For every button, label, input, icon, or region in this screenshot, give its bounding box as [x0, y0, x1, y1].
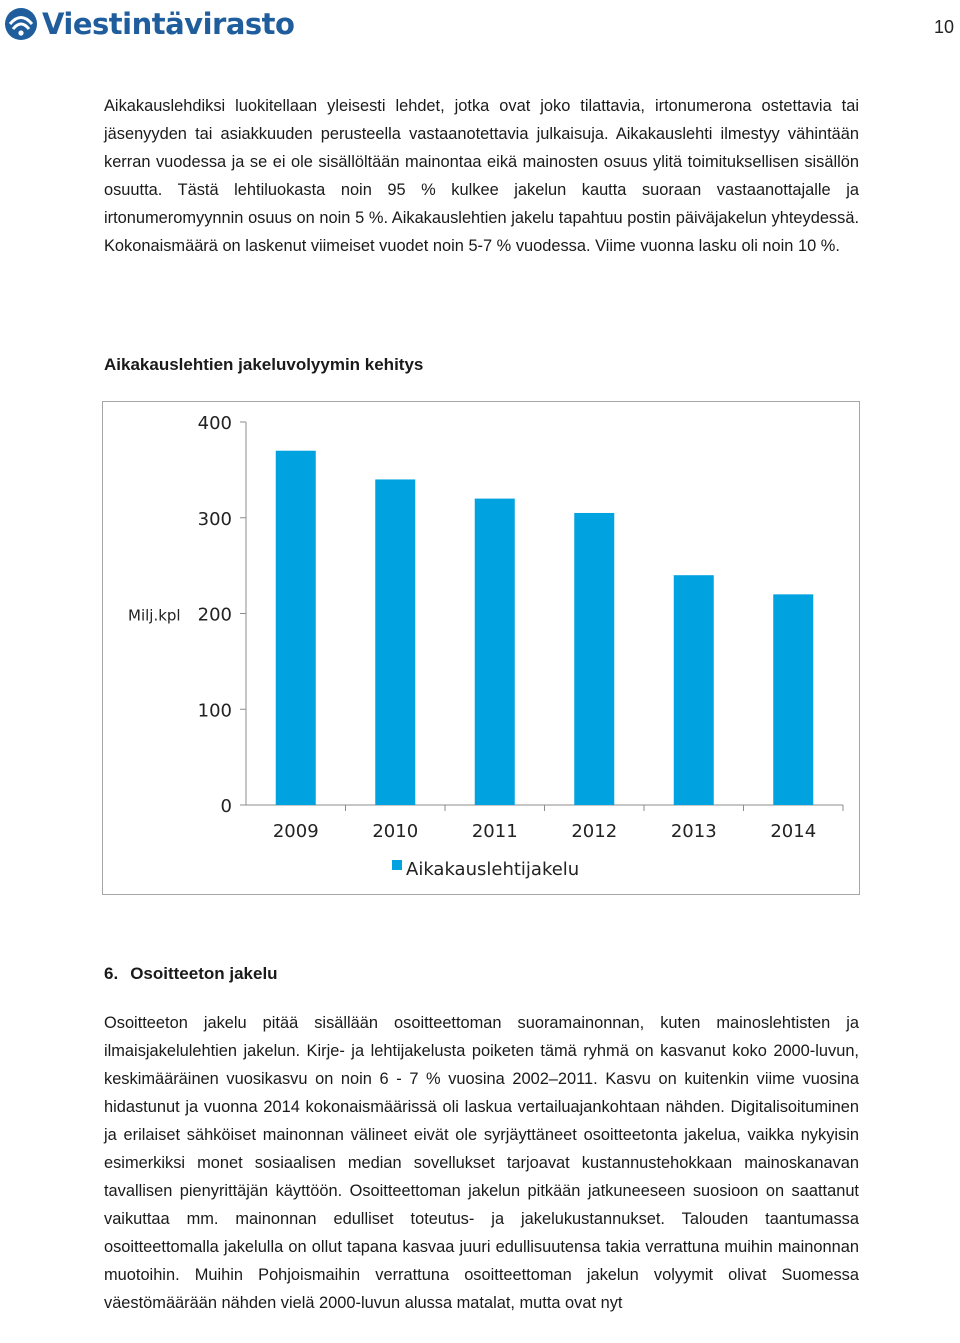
bar-2010 [375, 479, 415, 805]
bar-2011 [475, 499, 515, 805]
x-tick-label: 2013 [670, 821, 717, 842]
page-number: 10 [933, 17, 954, 37]
section-number: 6. [104, 964, 119, 983]
legend-swatch [392, 860, 402, 870]
y-tick-label: 100 [197, 700, 232, 722]
bar-2013 [674, 575, 714, 805]
section-title: Osoitteeton jakelu [130, 964, 278, 983]
chart-svg [103, 402, 859, 894]
y-tick-label: 0 [220, 796, 232, 817]
chart-heading: Aikakauslehtien jakeluvolyymin kehitys [104, 355, 424, 374]
intro-paragraph: Aikakauslehdiksi luokitellaan yleisesti lehdet, jotka ovat joko tilattavia, irtonumerona ostettavia tai jäsenyyden tai asiakkuuden perusteella vastaanotettavia julkaisuja. Aikakauslehti ilmestyy vähintään kerran vuodessa ja se ei ole sisällöltään mainontaa eikä mainosten osuus ylitä toimituksellisen sisällön osuutta. Tästä lehtiluokasta noin 95 % kulkee jakelun kautta suoraan vastaanottajalle ja irtonumeromyynnin osuus on noin 5 %. Aikakauslehtien jakelu tapahtuu postin päiväjakelun yhteydessä. Kokonaismäärä on laskenut viimeiset vuodet noin 5-7 % vuodessa. Viime vuonna lasku oli noin 10 %. [104, 97, 859, 255]
bar-2009 [276, 451, 316, 805]
viestintavirasto-logo-icon [4, 7, 38, 41]
legend-label: Aikakauslehtijakelu [406, 859, 580, 880]
y-tick-label: 200 [197, 604, 232, 626]
x-tick-label: 2011 [471, 821, 518, 842]
bar-chart [102, 401, 860, 895]
x-tick-label: 2010 [372, 821, 419, 842]
x-tick-label: 2012 [571, 821, 618, 842]
bar-2012 [574, 513, 614, 805]
bar-2014 [773, 594, 813, 805]
x-tick-label: 2009 [272, 821, 319, 842]
section-paragraph: Osoitteeton jakelu pitää sisällään osoitteettoman suoramainonnan, kuten mainoslehtisten ja ilmaisjakelulehtien jakelun. Kirje- ja lehtijakelusta poiketen tämä ryhmä on kasvanut koko 2000-luvun, keskimääräinen vuosikasvu on noin 6 - 7 % vuosina 2002–2011. Kasvu on kuitenkin viime vuosina hidastunut ja vuonna 2014 kokonaismäärissä oli laskua vertailuajankohtaan nähden. Digitalisoituminen ja erilaiset sähköiset mainonnan välineet eivät ole syrjäyttäneet osoitteetonta jakelua, vaikka nykyisin esimerkiksi monet sosiaalisen median sovellukset tarjoavat kustannustehokkaan mainoskanavan tavallisen pienyrittäjän käyttöön. Osoitteettoman jakelun pitkään jatkuneeseen suosioon on saattanut vaikuttaa mm. mainonnan edulliset toteutus- ja jakelukustannukset. Talouden taantumassa osoitteettomalla jakelulla on ollut tapana kasvaa juuri edullisuutensa takia verrattuna muihin mainonnan muotoihin. Muihin Pohjoismaihin verrattuna osoitteettoman jakelun volyymit olivat Suomessa väestömäärään nähden vielä 2000-luvun alussa matalat, mutta ovat nyt [104, 1014, 859, 1312]
y-axis-label: Milj.kpl [128, 606, 181, 625]
y-tick-label: 300 [197, 508, 232, 530]
y-tick-label: 400 [197, 413, 232, 434]
x-tick-label: 2014 [770, 821, 817, 842]
logo-text: Viestintävirasto [42, 7, 295, 41]
section-heading [104, 964, 278, 984]
logo [4, 6, 294, 42]
